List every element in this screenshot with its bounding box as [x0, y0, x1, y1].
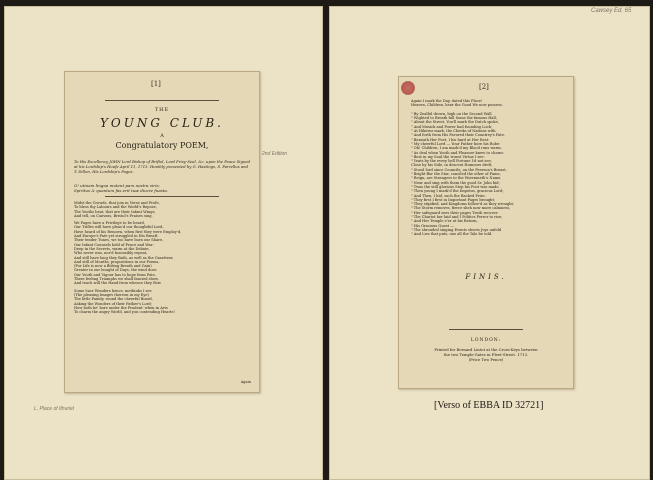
verse-line: " And Musick and Power had founding Lock; [411, 124, 493, 129]
page-number: [2] [479, 83, 489, 91]
verse-line: " By Zealful drown, high on the Second Wall, [411, 111, 493, 116]
verse-line: " Stood lord since Councils; on the Peerson's Breast, [411, 167, 507, 172]
catchword: Again [240, 380, 251, 384]
verse-line: To charm the angry World, and you contending Hearts! [74, 310, 175, 315]
verse-line: " My cheerful Lord — Your Father bore his Robe: [411, 141, 501, 146]
pencil-bottom-note: L. Place of Ithuriel [34, 406, 75, 412]
verse-line: The Youths beat, that are their Infant Wings, [74, 209, 156, 214]
verse-line: The little Family, round the cheerful Board, [74, 297, 153, 302]
verse-line: " And Lies that puts, one all the Tale be told. [411, 232, 493, 237]
title-a: A [160, 133, 164, 139]
verse-line: " Twas the still glorious Step his Foot was made, [411, 184, 500, 189]
rule-imprint [449, 329, 523, 330]
broadside-page-2 [398, 76, 574, 389]
verse-line: " Her safeguard sees their pages Truth recover: [411, 210, 499, 215]
verse-line: (For Life is now a flitting Breath and Gain) [74, 264, 152, 269]
verse-line: " Best in my Soul the truest Virtue I see: [411, 154, 485, 159]
verse-line: " As deal when Youth and Pleasure knew to charm: [411, 150, 504, 155]
verse-line: Heaven, Children, hear the Good We now possess. [411, 103, 503, 108]
verse-line: Their tender Tunes, we too have born our Share, [74, 238, 164, 243]
verse-line: There feeling Triumphs we shall fancied shew, [74, 277, 159, 282]
verse-line: " Bright ffor the Star, conciled the other of Fame, [411, 172, 501, 177]
page-number: [1] [151, 80, 161, 88]
verse-line: Asking the Wonders of their Father's Lord; [74, 301, 152, 306]
verse-line: " They first I first in Important Pages brought; [411, 197, 496, 202]
verse-line: (The pleasing Images thereon in my Eye) [74, 292, 149, 297]
dedication-text: To His Excellency JOHN Lord Bishop of Briftol, Lord Privy-Seal, &c. upon the Peace Signed at his Lordship's Houfe April 11, 1713. Humbly presented by G. Hastings, S. Farrellus and T. Dillon, His Lordship's Pages. [74, 159, 251, 174]
verse-line: " Reign, are Strangers to the Worrnmeth's Name, [411, 176, 502, 181]
verse-line: Our Youth and Vigour has to hope from Fate, [74, 272, 156, 277]
verso-label: [Verso of EBBA ID 32721] [434, 400, 544, 411]
motto-line: Spiritus & quantum fas erit tuæ dicere fuasta. [74, 188, 169, 193]
poem-body-right [411, 99, 567, 237]
poem-subtitle: Congratulatory POEM, [115, 141, 209, 150]
verse-line: And Europe's Fate yet struggled in His Breaft. [74, 234, 159, 239]
verse-line: And still have long they Bath, as well as the Gazetteer, [74, 255, 174, 260]
verse-line: Our Infant Counsels held of Peace and War: [74, 242, 154, 247]
pencil-catalog-note: Cawsey Ed. 65 [591, 8, 632, 14]
imprint-line: (Price Two Pence) [468, 357, 504, 362]
verse-line: " Wighted to Breath full Some the famous Hall; [411, 116, 498, 121]
verse-line: " Then young I mark'd the Impetus, gracious Lord; [411, 189, 504, 194]
imprint-line: Printed for Bernard Lintot at the Cross-Keys between [434, 347, 538, 352]
broadside-page-1 [64, 71, 260, 393]
verse-line: Our Trifles will have pleas'd our thoughtful Lord, [74, 225, 164, 230]
verse-line: " His Gracious Quest — [411, 223, 454, 228]
verse-line: Close by his Side, in descent Humours dreft, [411, 163, 493, 168]
latin-motto [74, 183, 251, 193]
verse-line: " The shrouded singing Events sheets Joys unfold [411, 227, 502, 232]
verse-line: Who never was, nor'd Insensibly repeat, [74, 251, 148, 256]
verse-line: How both he' bore under the Prudent' when in Arts [74, 305, 168, 310]
left-mount-board [4, 6, 323, 480]
stanza [74, 201, 253, 218]
verse-line: Midst the Crowds, that join in Verse and Profe, [74, 201, 160, 205]
rule-mid [105, 196, 219, 197]
verse-line: Have heard of his Renown, when first they were Employ'd, [74, 229, 182, 234]
verse-line: " The Chariot her laid and I Politics Ferror to rise; [411, 215, 503, 220]
verse-line: " Yeats by the every bell Fortune I'd not see; [411, 159, 492, 164]
title-the: THE [154, 107, 170, 113]
stanza [74, 221, 253, 285]
verse-line: " The Storm removes, fierce sheh now more calmness, [411, 206, 511, 211]
verse-line: Greater in our bought of Days, the wind does [74, 268, 157, 273]
stanza [74, 289, 253, 315]
verse-line: " And forth from His Favored their Countrey's Fate. [411, 133, 506, 138]
verse-line: " And Then, I bid, such the Backed Prize. [411, 193, 486, 198]
verse-line: " Near and sing with them the good Sr. John bid; [411, 180, 500, 185]
verse-line: " Beneath Her Feet, I his hard at Her Rest: [411, 137, 490, 142]
verse-line: We Pages have a Privilege to be heard, [74, 221, 145, 226]
poem-body-left [74, 201, 253, 317]
finis: FINIS. [465, 273, 507, 281]
verse-line: Again I mark the Day, dated this Place! [411, 99, 483, 103]
motto-line: O! utinam lingua mutent pars nostra viris; [74, 183, 160, 188]
verse-line: And teach will the Hand from whence they flow. [74, 281, 162, 286]
imprint-city: LONDON: [470, 338, 502, 343]
verse-line: " About the Street, You'll mark the Dutch spoke, [411, 120, 499, 125]
verse-line: " And Her Temple e'er at his Return, [411, 219, 478, 224]
imprint-line: the two Temple-Gates in Fleet-Street. 1713. [443, 352, 529, 357]
imprint-text [407, 347, 565, 362]
verse-line: " They stipified, and Kingdoms follow'd as they wrought, [411, 202, 515, 207]
poem-title: YOUNG CLUB. [99, 116, 224, 130]
verse-line: And still of Months, propositions in our Poems, [74, 259, 160, 264]
verse-line: Some Sacr Wonders hence, methinks I see [74, 288, 152, 293]
library-stamp-icon [401, 81, 415, 95]
verse-line: Deep in the Secrets, warm at the Debate, [74, 246, 150, 251]
pencil-edition-note: 2nd Edition [262, 151, 288, 157]
verse-line: " Oh! Children, I am mark'd my Blood runs warm. [411, 146, 502, 151]
verse-line: To bless thy Labours and the World's Repose, [74, 205, 157, 210]
verse-line: " At Hikerur mark, the Cheeks of Nations with [411, 129, 496, 134]
rule-top [105, 100, 219, 101]
verse-line: And tell, on Canvass, Bristol's Praises sing. [74, 213, 153, 218]
